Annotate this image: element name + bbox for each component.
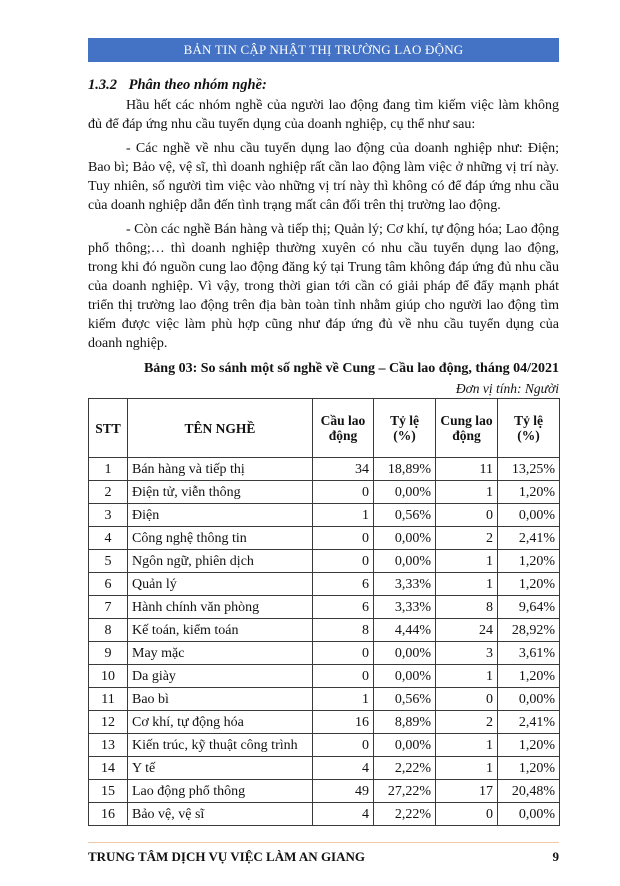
table-row [89,504,560,527]
table-row [89,803,560,826]
row-occupation: Da giày [128,665,313,688]
row-supply: 0 [436,688,498,711]
table-row [89,458,560,481]
row-occupation: Lao động phổ thông [128,780,313,803]
row-supply: 1 [436,481,498,504]
row-demand-pct: 8,89% [374,711,436,734]
row-stt: 15 [89,780,128,803]
banner-title: BẢN TIN CẬP NHẬT THỊ TRƯỜNG LAO ĐỘNG [183,42,464,57]
row-occupation: Hành chính văn phòng [128,596,313,619]
row-stt: 6 [89,573,128,596]
row-stt: 9 [89,642,128,665]
table-row [89,711,560,734]
row-stt: 8 [89,619,128,642]
row-supply-pct: 3,61% [498,642,560,665]
table-row [89,550,560,573]
page-number: 9 [552,849,559,864]
table-row [89,527,560,550]
row-supply-pct: 1,20% [498,665,560,688]
section-title: Phân theo nhóm nghề: [128,77,267,93]
table-header-row [89,399,560,458]
row-occupation: Bảo vệ, vệ sĩ [128,803,313,826]
header-demand: Cầu lao động [313,399,374,458]
row-supply-pct: 1,20% [498,481,560,504]
row-demand: 0 [313,665,374,688]
table-row [89,642,560,665]
page [88,0,559,886]
row-demand: 8 [313,619,374,642]
row-supply: 1 [436,734,498,757]
row-supply-pct: 0,00% [498,803,560,826]
table-row [89,619,560,642]
table-body [89,458,560,826]
header-demand-pct: Tỷ lệ (%) [374,399,436,458]
row-supply: 0 [436,803,498,826]
row-demand-pct: 0,00% [374,734,436,757]
row-supply: 2 [436,711,498,734]
row-demand: 0 [313,734,374,757]
row-stt: 3 [89,504,128,527]
row-demand-pct: 0,00% [374,665,436,688]
row-stt: 13 [89,734,128,757]
row-stt: 10 [89,665,128,688]
row-supply-pct: 9,64% [498,596,560,619]
row-supply-pct: 0,00% [498,504,560,527]
row-demand-pct: 3,33% [374,596,436,619]
row-supply-pct: 2,41% [498,527,560,550]
row-occupation: Ngôn ngữ, phiên dịch [128,550,313,573]
unit-note: Đơn vị tính: Người [455,381,559,396]
row-supply: 11 [436,458,498,481]
row-supply: 8 [436,596,498,619]
footer-row [88,849,559,865]
row-demand: 4 [313,803,374,826]
row-occupation: Công nghệ thông tin [128,527,313,550]
row-supply-pct: 13,25% [498,458,560,481]
row-demand: 16 [313,711,374,734]
row-stt: 7 [89,596,128,619]
row-supply-pct: 20,48% [498,780,560,803]
row-occupation: Cơ khí, tự động hóa [128,711,313,734]
header-occupation: TÊN NGHỀ [128,399,313,458]
table-row [89,665,560,688]
row-supply: 1 [436,757,498,780]
row-demand-pct: 0,00% [374,642,436,665]
row-supply-pct: 1,20% [498,757,560,780]
row-stt: 14 [89,757,128,780]
row-demand: 6 [313,573,374,596]
row-demand-pct: 0,00% [374,550,436,573]
row-stt: 16 [89,803,128,826]
row-occupation: Bán hàng và tiếp thị [128,458,313,481]
footer [88,842,559,868]
row-supply-pct: 2,41% [498,711,560,734]
row-demand: 0 [313,527,374,550]
row-occupation: Điện tử, viễn thông [128,481,313,504]
header-stt: STT [89,399,128,458]
row-demand-pct: 2,22% [374,803,436,826]
row-supply-pct: 1,20% [498,573,560,596]
row-demand-pct: 18,89% [374,458,436,481]
row-demand: 4 [313,757,374,780]
row-demand-pct: 0,56% [374,504,436,527]
table-row [89,734,560,757]
row-supply: 1 [436,573,498,596]
row-stt: 11 [89,688,128,711]
header-supply: Cung lao động [436,399,498,458]
paragraph-demand: - Còn các nghề Bán hàng và tiếp thị; Quản lý; Cơ khí, tự động hóa; Lao động phổ thông;… thì doanh nghiệp thường xuyên có nhu cầu tuyển dụng lao động, trong khi đó nguồn cung lao động đăng ký tại Trung tâm không đáp ứng đủ nhu cầu của doanh nghiệp. Vì vậy, trong thời gian tới cần có giải pháp để đẩy mạnh phát triển thị trường lao động trên địa bàn toàn tỉnh nhằm giúp cho người lao động tìm kiếm được việc làm phù hợp cũng như đáp ứng đủ về nhu cầu tuyển dụng của doanh nghiệp. [88,222,559,351]
row-demand-pct: 3,33% [374,573,436,596]
supply-demand-table [88,398,560,826]
row-supply-pct: 0,00% [498,688,560,711]
row-supply: 1 [436,665,498,688]
table-row [89,481,560,504]
row-occupation: Kiến trúc, kỹ thuật công trình [128,734,313,757]
row-demand: 1 [313,504,374,527]
table-row [89,573,560,596]
table-row [89,757,560,780]
row-supply: 1 [436,550,498,573]
row-occupation: Điện [128,504,313,527]
row-demand: 6 [313,596,374,619]
row-demand: 0 [313,481,374,504]
paragraph-shortage: - Các nghề về nhu cầu tuyển dụng lao động của doanh nghiệp như: Điện; Bao bì; Bảo vệ, vệ sĩ, thì doanh nghiệp rất cần lao động làm việc ở những vị trí này. Tuy nhiên, số người tìm việc vào những vị trí này thì không có để đáp ứng nhu cầu của doanh nghiệp dẫn đến tình trạng mất cân đối trên thị trường lao động. [88,141,559,213]
section-heading [88,76,559,95]
row-demand-pct: 0,00% [374,481,436,504]
table-row [89,688,560,711]
footer-organization: TRUNG TÂM DỊCH VỤ VIỆC LÀM AN GIANG [88,849,365,864]
row-supply: 0 [436,504,498,527]
row-demand: 34 [313,458,374,481]
paragraph-intro: Hầu hết các nhóm nghề của người lao động đang tìm kiếm việc làm không đủ để đáp ứng nhu cầu tuyển dụng của doanh nghiệp, cụ thể như sau: [88,98,559,132]
row-supply-pct: 1,20% [498,734,560,757]
header-banner [88,38,559,62]
table-row [89,780,560,803]
row-demand: 0 [313,550,374,573]
row-occupation: May mặc [128,642,313,665]
row-supply: 17 [436,780,498,803]
row-supply-pct: 1,20% [498,550,560,573]
row-demand: 0 [313,642,374,665]
row-stt: 1 [89,458,128,481]
row-demand-pct: 2,22% [374,757,436,780]
row-demand: 1 [313,688,374,711]
row-supply: 2 [436,527,498,550]
row-stt: 2 [89,481,128,504]
row-occupation: Y tế [128,757,313,780]
row-occupation: Kế toán, kiểm toán [128,619,313,642]
row-stt: 12 [89,711,128,734]
row-supply: 3 [436,642,498,665]
section-number: 1.3.2 [88,77,117,93]
row-supply-pct: 28,92% [498,619,560,642]
row-demand-pct: 0,56% [374,688,436,711]
row-stt: 4 [89,527,128,550]
footer-divider [88,842,559,843]
row-occupation: Quản lý [128,573,313,596]
row-occupation: Bao bì [128,688,313,711]
row-supply: 24 [436,619,498,642]
table-caption: Bảng 03: So sánh một số nghề về Cung – Cầu lao động, tháng 04/2021 [143,361,559,376]
table-row [89,596,560,619]
row-demand: 49 [313,780,374,803]
header-supply-pct: Tỷ lệ (%) [498,399,560,458]
row-demand-pct: 0,00% [374,527,436,550]
row-demand-pct: 4,44% [374,619,436,642]
row-stt: 5 [89,550,128,573]
row-demand-pct: 27,22% [374,780,436,803]
